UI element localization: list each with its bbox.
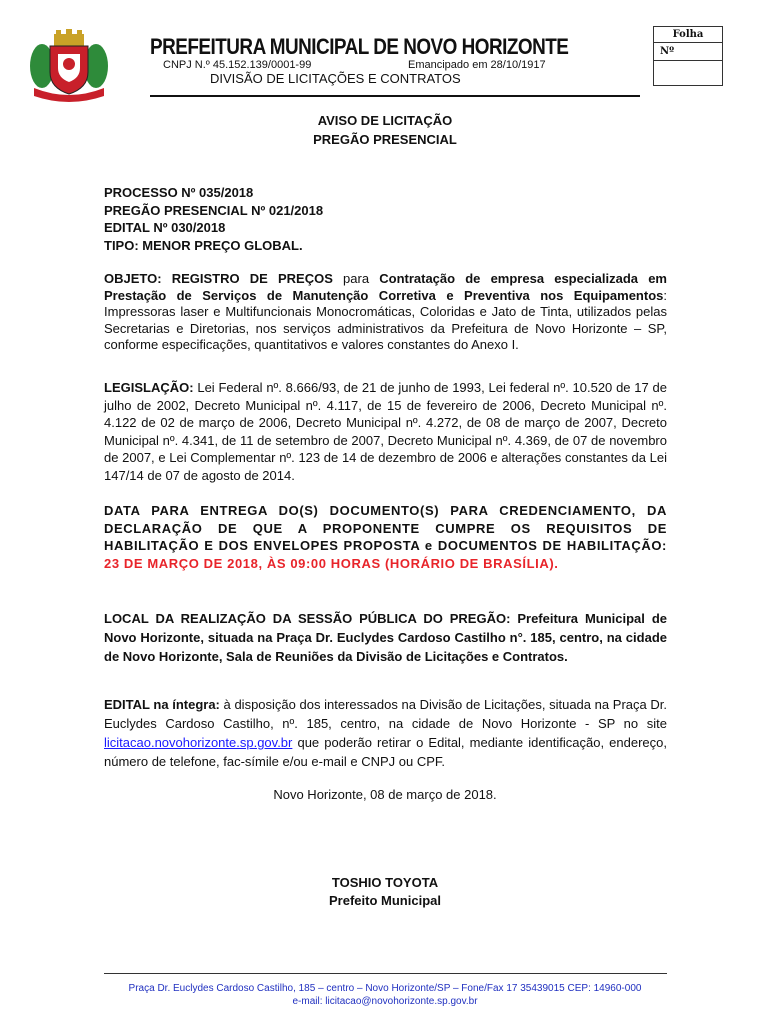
edital-integra-label: EDITAL na íntegra: (104, 697, 220, 712)
footer-email: e-mail: licitacao@novohorizonte.sp.gov.br (292, 996, 478, 1007)
legislacao-paragraph (104, 379, 667, 485)
legislacao-text: Lei Federal nº. 8.666/93, de 21 de junho de 1993, Lei federal nº. 10.520 de 17 de julho de 2002, Decreto Municipal nº. 4.117, de 15 de fevereiro de 2006, Decreto Municipal nº. 4.122 de 02 de março de 2006, Decreto Municipal nº. 4.272, de 08 de março de 2007, Decreto Municipal nº. 4.341, de 11 de setembro de 2007, Decreto Municipal nº. 4.369, de 07 de novembro de 2007, e Lei Complementar nº. 123 de 14 de dezembro de 2006 e alterações constantes da Lei 147/14 de 07 de agosto de 2014. (104, 380, 667, 483)
pregao-number: PREGÃO PRESENCIAL Nº 021/2018 (104, 202, 324, 218)
notice-subtitle: PREGÃO PRESENCIAL (313, 132, 457, 147)
header-divider (150, 95, 640, 97)
edital-number: EDITAL Nº 030/2018 (104, 220, 226, 235)
data-entrega-highlight: 23 DE MARÇO DE 2018, ÀS 09:00 HORAS (HORÁRIO DE BRASÍLIA). (104, 555, 559, 571)
local-text: Prefeitura Municipal de Novo Horizonte, situada na Praça Dr. Euclydes Cardoso Castilho n°. 185, centro, na cidade de Novo Horizonte, Sala de Reuniões da Divisão de Licitações e Contratos. (104, 611, 667, 664)
page-title: PREFEITURA MUNICIPAL DE NOVO HORIZONTE (150, 34, 569, 59)
date-line: Novo Horizonte, 08 de março de 2018. (273, 787, 497, 802)
notice-title: AVISO DE LICITAÇÃO (317, 113, 453, 128)
edital-integra-text1: à disposição dos interessados na Divisão de Licitações, situada na Praça Dr. Euclydes Cardoso Castilho, nº. 185, centro, na cidade de Novo Horizonte - SP no site (104, 697, 667, 731)
signatory-name: TOSHIO TOYOTA (331, 875, 439, 890)
folha-box (653, 26, 723, 86)
data-entrega-text: DATA PARA ENTREGA DO(S) DOCUMENTO(S) PARA CREDENCIAMENTO, DA DECLARAÇÃO DE QUE A PROPONENTE CUMPRE OS REQUISITOS DE HABILITAÇÃO E DOS ENVELOPES PROPOSTA e DOCUMENTOS DE HABILITAÇÃO: (104, 503, 667, 554)
cnpj: CNPJ N.º 45.152.139/0001-99 (163, 59, 312, 71)
objeto-label: OBJETO: REGISTRO DE PREÇOS (104, 271, 333, 286)
objeto-bold-text: Contratação de empresa especializada em Prestação de Serviços de Manutenção Corretiva e Preventiva nos Equipamentos (104, 271, 667, 303)
footer-address: Praça Dr. Euclydes Cardoso Castilho, 185 – centro – Novo Horizonte/SP – Fone/Fax 17 35439015 CEP: 14960-000 (128, 983, 642, 994)
edital-integra-text2: que poderão retirar o Edital, mediante identificação, endereço, número de telefone, fac-símile e/ou e-mail e CNPJ ou CPF. (104, 735, 667, 769)
objeto-para: para (332, 271, 380, 286)
cnpj-line (163, 59, 546, 71)
signatory-role: Prefeito Municipal (329, 893, 441, 908)
numero-label: Nº (654, 43, 722, 61)
tipo: TIPO: MENOR PREÇO GLOBAL. (104, 237, 303, 253)
local-label: LOCAL DA REALIZAÇÃO DA SESSÃO PÚBLICA DO PREGÃO: (104, 611, 511, 626)
municipal-coat-of-arms-icon (28, 28, 110, 102)
processo-number: PROCESSO Nº 035/2018 (104, 185, 254, 200)
footer-divider (104, 973, 667, 974)
division-name: DIVISÃO DE LICITAÇÕES E CONTRATOS (210, 71, 461, 86)
folha-label: Folha (654, 27, 722, 43)
data-entrega-paragraph (104, 502, 667, 572)
legislacao-label: LEGISLAÇÃO: (104, 380, 194, 395)
emancipation-date: Emancipado em 28/10/1917 (408, 59, 546, 71)
process-info (104, 184, 667, 254)
objeto-text: : Impressoras laser e Multifuncionais Monocromáticas, Coloridas e Jato de Tinta, utilizados pelas Secretarias e Diretorias, nos serviços administrativos da Prefeitura de Novo Horizonte – SP, conforme especificações, quantitativos e valores constantes do Anexo I. (104, 287, 667, 352)
edital-site-link[interactable]: licitacao.novohorizonte.sp.gov.br (104, 735, 293, 750)
edital-integra-paragraph (104, 695, 667, 771)
objeto-paragraph (104, 271, 667, 354)
local-paragraph (104, 609, 667, 666)
